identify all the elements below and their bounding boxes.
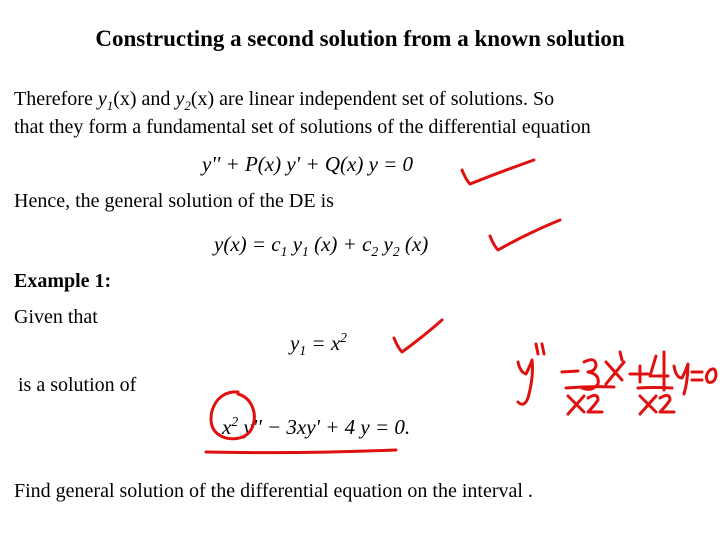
eq2-end: (x) [399,232,429,256]
eq2-y2: y [378,232,393,256]
eq2-lhs: y(x) = c [214,232,281,256]
x1-arg: (x) [113,88,137,110]
eq3-y: y [290,331,300,355]
para-and: and [136,88,176,110]
y2-symbol: y [175,88,185,110]
given-text: Given that [14,306,98,328]
eq4-x: x [222,415,232,439]
para-post: are linear independent set of solutions. So [214,88,555,110]
paragraph-line-2: that they form a fundamental set of solutions of the differential equation [14,116,591,138]
hence-text: Hence, the general solution of the DE is [14,190,334,212]
example-label: Example 1: [14,270,112,292]
eq3-superscript: 2 [340,330,347,345]
eq4-superscript: 2 [231,414,239,429]
equation-homogeneous-de: y'' + P(x) y' + Q(x) y = 0 [202,152,414,176]
c1-subscript: 1 [280,244,288,260]
is-solution-text: is a solution of [18,374,137,396]
eq2-y1: y [287,232,303,256]
y1-symbol: y [97,88,107,110]
slide-title: Constructing a second solution from a known solution [95,26,625,51]
eq4-rest: y'' − 3xy' + 4 y = 0. [238,415,411,439]
find-text: Find general solution of the differential equation on the interval . [14,480,533,502]
eq3-rhs: = x [306,331,341,355]
eq3-subscript: 1 [299,343,307,359]
eq2-y1-subscript: 1 [302,244,309,260]
para-text: Therefore [14,88,98,110]
y1-subscript: 1 [106,98,114,113]
y2-subscript: 2 [184,98,191,113]
eq2-y2-subscript: 2 [392,244,400,260]
c2-subscript: 2 [371,244,379,260]
eq2-mid: (x) + c [308,232,372,256]
x2-arg: (x) [190,88,215,110]
